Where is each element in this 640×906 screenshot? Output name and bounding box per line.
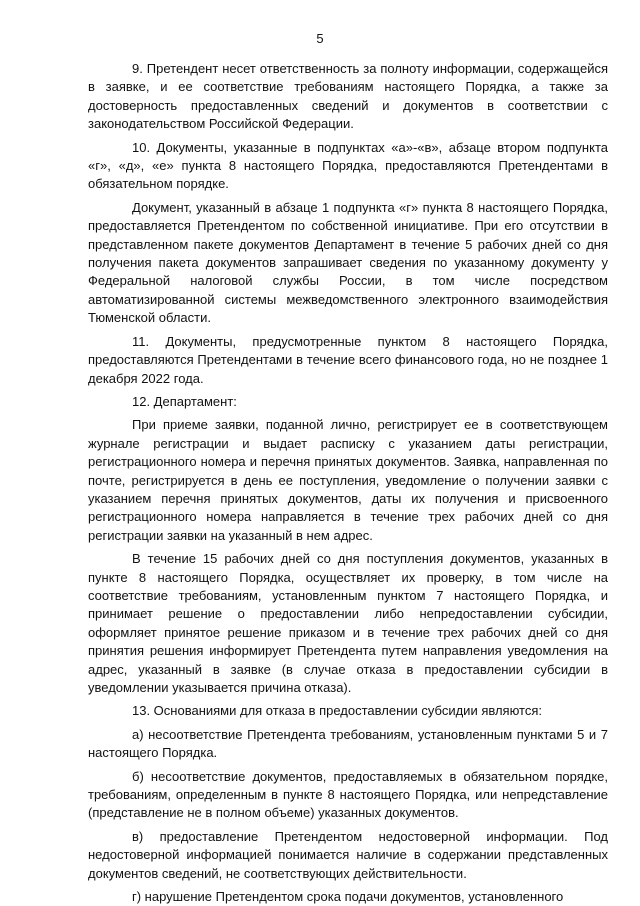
paragraph-9-responsibility: 9. Претендент несет ответственность за полноту информации, содержащейся в заявке, и ее соответствие требованиям настоящего Порядка, а также за достоверность предоставленных сведений и документов в соответствии с законодательством Российской Федерации.: [88, 61, 608, 132]
page-number: 5: [316, 31, 324, 46]
paragraph-13-refusal-grounds: 13. Основаниями для отказа в предоставлении субсидии являются:: [132, 703, 543, 719]
paragraph-12-review: В течение 15 рабочих дней со дня поступления документов, указанных в пункте 8 настоящего Порядка, осуществляет их проверку, в том числе на соответствие требованиям, установленным пунктом 7 настоящего Порядка, и принимает решение о предоставлении либо непредоставлении субсидии, оформляет принятое решение приказом и в течение трех рабочих дней со дня принятия решения информирует Претендента путем направления уведомления на адрес, указанный в заявке (в случае отказа в предоставлении субсидии в уведомлении указывается причина отказа).: [88, 551, 608, 695]
paragraph-13-item-b: б) несоответствие документов, предоставляемых в обязательном порядке, требованиям, определенным в пункте 8 настоящего Порядка, или непредставление (представление не в полном объеме) указанных документов.: [88, 768, 608, 821]
paragraph-13-item-v: в) предоставление Претендентом недостоверной информации. Под недостоверной информацией понимается наличие в содержании представленных документов сведений, не соответствующих действительности.: [88, 828, 608, 881]
paragraph-13-item-g: г) нарушение Претендентом срока подачи документов, установленного: [132, 889, 564, 905]
paragraph-12-department: 12. Департамент:: [132, 393, 237, 409]
document-body: [88, 60, 608, 906]
paragraph-10-mandatory-documents: 10. Документы, указанные в подпунктах «а»-«в», абзаце втором подпункта «г», «д», «е» пункта 8 настоящего Порядка, предоставляются Претендентами в обязательном порядке.: [88, 139, 608, 192]
paragraph-11-deadline: 11. Документы, предусмотренные пунктом 8 настоящего Порядка, предоставляются Претендентами в течение всего финансового года, но не позднее 1 декабря 2022 года.: [88, 333, 608, 386]
paragraph-12-registration: При приеме заявки, поданной лично, регистрирует ее в соответствующем журнале регистрации и выдает расписку с указанием даты регистрации, регистрационного номера и перечня принятых документов. Заявка, направленная по почте, регистрируется в день ее поступления, уведомление о получении заявки с указанием перечня принятых документов, даты их получения и присвоенного регистрационного номера направляется в течение трех рабочих дней со дня регистрации заявки на указанный в нем адрес.: [88, 417, 608, 543]
paragraph-10-initiative-document: Документ, указанный в абзаце 1 подпункта «г» пункта 8 настоящего Порядка, предоставляется Претендентом по собственной инициативе. При его отсутствии в представленном пакете документов Департамент в течение 5 рабочих дней со дня получения пакета документов запрашивает сведения по указанному документу у Федеральной налоговой службы России, в том числе посредством автоматизированной системы межведомственного электронного взаимодействия Тюменской области.: [88, 199, 608, 326]
paragraph-13-item-a: а) несоответствие Претендента требованиям, установленным пунктами 5 и 7 настоящего Порядка.: [88, 726, 608, 761]
